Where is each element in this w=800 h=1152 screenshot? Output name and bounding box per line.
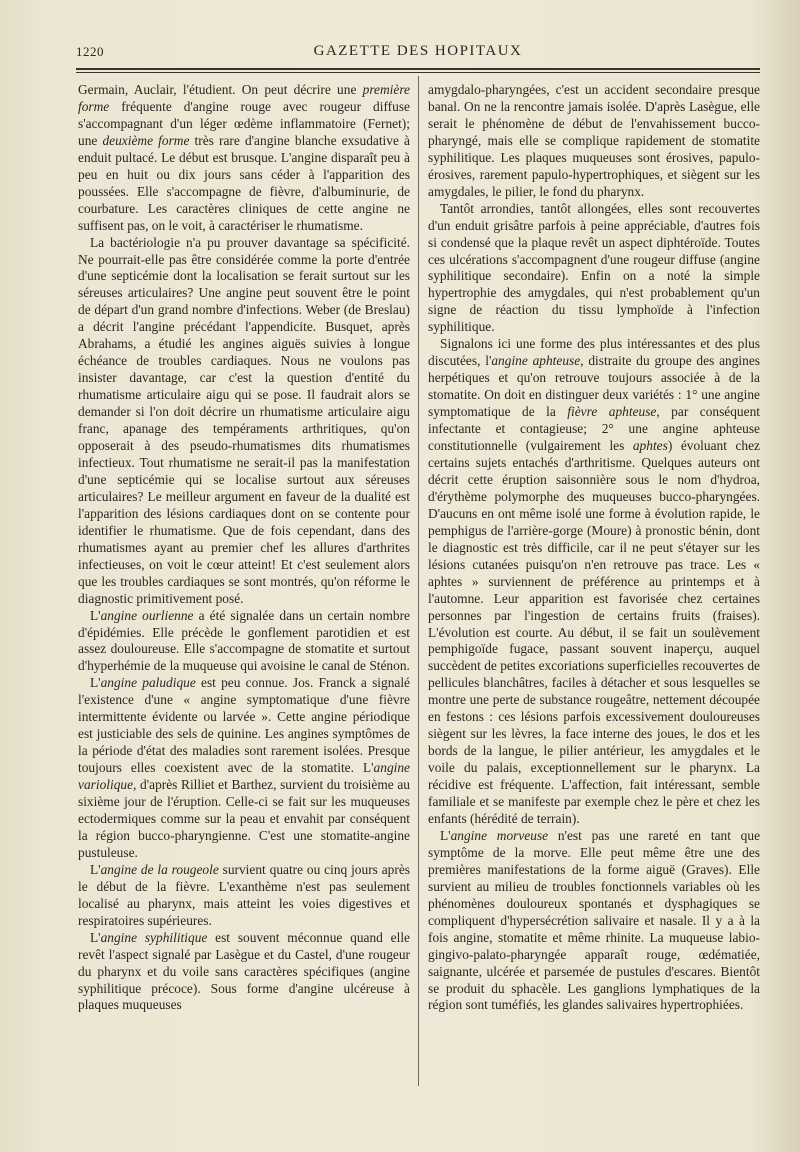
page-number: 1220: [76, 44, 104, 59]
italic-term: aphtes: [632, 438, 668, 454]
text-run: est peu connue. Jos. Franck a signalé l'existence d'une « angine symptomatique d'une fièvre intermittente évidente ou larvée ». Cette angine périodique est justiciable des sels de quinine. Les angines symptômes de la période d'état des maladies sont rarement isolées. Presque toujours elles coexistent avec de la stomatite. L': [78, 675, 410, 776]
text-run: survient quatre ou cinq jours après le début de la fièvre. L'exanthème n'est pas seulement localisé au pharynx, mais atteint les voies digestives et respiratoires supérieures.: [78, 861, 410, 928]
text-run: amygdalo-pharyngées, c'est un accident secondaire presque banal. On ne la rencontre jamais isolée. D'après Lasègue, elle serait le phénomène de début de l'envahissement bucco-pharyngé, mais elle se complique rapidement de stomatite syphilitique. Les plaques muqueuses sont érosives, papulo-érosives, rarement papulo-hypertrophiques, et siègent sur les amygdales, le pilier, le fond du pharynx.: [428, 82, 760, 199]
paragraph: [78, 608, 410, 676]
paragraph: [428, 82, 760, 201]
text-run: Germain, Auclair, l'étudient. On peut décrire une: [78, 82, 363, 97]
text-run: L': [90, 675, 101, 691]
text-run: L': [90, 929, 101, 945]
text-run: Signalons ici une forme des plus intéressantes et des plus discutées, l': [428, 336, 760, 369]
text-run: , d'après Rilliet et Barthez, survient du troisième au sixième jour de l'éruption. Celle-ci se fait sur les muqueuses ectodermiques comme sur la peau et envahit par conséquent la région bucco-pharyngienne. C'est une stomatite-angine pustuleuse.: [78, 777, 410, 860]
right-column: [428, 82, 760, 1014]
italic-term: angine de la rougeole: [100, 861, 219, 877]
text-run: fréquente d'angine rouge avec rougeur diffuse s'accompagnant d'un léger œdème inflammatoire (Fernet); une: [78, 98, 410, 148]
text-run: L': [90, 607, 101, 623]
italic-term: angine syphilitique: [100, 929, 208, 945]
italic-term: deuxième forme: [102, 132, 190, 148]
text-run: a été signalée dans un certain nombre d'épidémies. Elle précède le gonflement parotidien et est assez douloureuse. Elle s'accompagne de stomatite et surtout d'hyperhémie de la muqueuse qui avoisine le canal de Sténon.: [78, 607, 410, 674]
journal-title: GAZETTE DES HOPITAUX: [313, 43, 523, 59]
header-rule-thin: [76, 72, 760, 73]
italic-term: première forme: [78, 82, 410, 114]
left-column: [78, 82, 410, 1014]
header-rule-thick: [76, 68, 760, 70]
text-run: ) évoluant chez certains sujets entachés d'arthritisme. Quelques auteurs ont décrit cette éruption saisonnière sous le nom d'hydroa, d'érythème polymorphe des muqueuses bucco-pharyngées. D'aucuns en ont même isolé une forme à évolution rapide, le pemphigus de l'arrière-gorge (Moure) à pronostic bénin, dont le diagnostic est très difficile, car il ne peut s'étayer sur les lésions cutanées puisqu'on n'en retrouve pas trace. Les « aphtes » surviennent de préférence au printemps et à l'automne. Leur apparition est favorisée chez certaines personnes par l'ingestion de certains fruits (fraises). L'évolution est courte. Au début, il se fait un soulèvement pemphigoïde fugace, passant souvent inaperçu, auquel succèdent de petites excoriations superficielles recouvertes de pellicules blanchâtres, faciles à détacher et sous lesquelles se montre une perte de substance rougeâtre, nettement découpée en festons : ces lésions parfois excessivement douloureuses siègent sur les lèvres, la face interne des joues, le dos et les bords de la langue, le pilier antérieur, les amygdales et le voile du palais, exceptionnellement sur le pharynx. La récidive est fréquente. L'affection, fait intéressant, semble familiale et se manifeste par exemple chez le père et chez les enfants (hérédité de terrain).: [428, 438, 760, 826]
paragraph: [78, 675, 410, 861]
paragraph: [428, 828, 760, 1014]
paragraph: [78, 930, 410, 1015]
text-run: L': [440, 827, 451, 843]
paragraph: [78, 235, 410, 608]
column-divider: [418, 76, 419, 1086]
page-header: [76, 40, 760, 62]
text-run: , distraite du groupe des angines herpétiques et qu'on retrouve toujours associée à de la stomatite. On doit en distinguer deux variétés : 1° une angine symptomatique de la: [428, 353, 760, 420]
paragraph: [428, 336, 760, 828]
text-run: , par conséquent infectante et contagieuse; 2° une angine aphteuse constitutionnelle (vulgairement les: [428, 404, 760, 454]
text-run: La bactériologie n'a pu prouver davantage sa spécificité. Ne pourrait-elle pas être considérée comme la porte d'entrée d'une septicémie dont la localisation se ferait surtout sur les séreuses articulaires? Une angine peut souvent être le point de départ d'un grand nombre d'infections. Weber (de Breslau) a décrit l'angine précédant l'appendicite. Busquet, après Abrahams, a étudié les angines aiguës suivies à longue échéance de troubles cardiaques. Nous ne voulons pas insister davantage, car c'est la question d'entité du rhumatisme articulaire aigu qui se pose. Il faudrait alors se demander si l'on doit décrire un rhumatisme articulaire aigu franc, apanage des tempéraments arthritiques, qu'on opposerait à des pseudo-rhumatismes dits rhumatismes infectieux. Tout rhumatisme ne serait-il pas la manifestation d'une septicémie qui se localise surtout aux séreuses articulaires? Le meilleur argument en faveur de la dualité est l'apparition des lésions cardiaques dont on se contente pour identifier le rhumatisme. Que de fois cependant, dans des rhumatismes ayant au premier chef les allures d'arthrites infectieuses, on voit le cœur atteint! Et c'est seulement alors que les troubles cardiaques se sont montrés, qu'on réforme le diagnostic primitivement posé.: [78, 234, 410, 606]
text-run: Tantôt arrondies, tantôt allongées, elles sont recouvertes d'un enduit grisâtre parfois à peine appréciable, d'autres fois si condensé que la plaque revêt un aspect diphtéroïde. Toutes ces ulcérations s'accompagnent d'une rougeur diffuse (angine syphilitique secondaire). Enfin on a noté la simple hypertrophie des amygdales, qui n'est probablement qu'un signe de réaction du tissu lymphoïde à l'infection syphilitique.: [428, 200, 760, 335]
text-run: est souvent méconnue quand elle revêt l'aspect signalé par Lasègue et du Castel, d'une rougeur du pharynx et du voile sans caractères spécifiques (angine syphilitique précoce). Sous forme d'angine ulcéreuse à plaques muqueuses: [78, 929, 410, 1013]
italic-term: angine variolique: [78, 760, 410, 793]
paragraph: [78, 82, 410, 235]
text-run: très rare d'angine blanche exsudative à enduit pultacé. Le début est brusque. L'angine disparaît peu à peu en huit ou dix jours sans céder à l'apparition des poussées. Elle s'accompagne de fièvre, d'albuminurie, de courbature. Les caractères cliniques de cette angine ne suffisent pas, on le voit, à caractériser le rhumatisme.: [78, 132, 410, 233]
italic-term: fièvre aphteuse: [567, 404, 657, 420]
italic-term: angine ourlienne: [100, 607, 194, 623]
paragraph: [428, 201, 760, 337]
paragraph: [78, 862, 410, 930]
italic-term: angine morveuse: [450, 827, 549, 843]
italic-term: angine aphteuse: [491, 353, 581, 369]
italic-term: angine paludique: [100, 675, 196, 691]
text-run: L': [90, 861, 101, 877]
text-run: n'est pas une rareté en tant que symptôme de la morve. Elle peut même être une des premières manifestations de la forme aiguë (Graves). Elle survient au milieu de troubles fonctionnels variables où les phénomènes douloureux spontanés et dysphagiques se compliquent d'hypersécrétion salivaire et nasale. Il y a à la fois angine, stomatite et même rhinite. La muqueuse labio-gingivo-palato-pharyngée apparaît rouge, œdématiée, saignante, ulcérée et parsemée de pustules d'escares. Bientôt se produit du sphacèle. Les ganglions lymphatiques de la région sont tuméfiés, les glandes salivaires hypertrophiées.: [428, 827, 761, 1013]
